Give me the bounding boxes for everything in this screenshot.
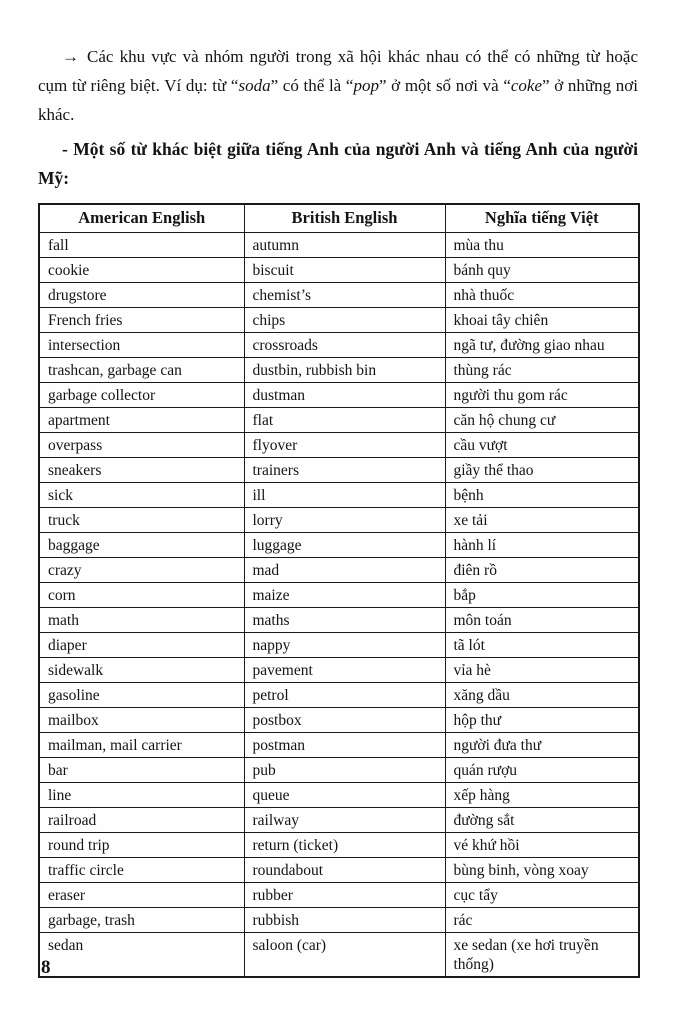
vietnamese-meaning-cell: điên rồ bbox=[445, 558, 639, 583]
vietnamese-meaning-cell: cục tẩy bbox=[445, 883, 639, 908]
american-english-cell: corn bbox=[39, 583, 244, 608]
table-header bbox=[39, 204, 639, 233]
american-english-cell: traffic circle bbox=[39, 858, 244, 883]
vietnamese-meaning-cell: xếp hàng bbox=[445, 783, 639, 808]
british-english-cell: crossroads bbox=[244, 333, 445, 358]
table-row bbox=[39, 658, 639, 683]
british-english-cell: ill bbox=[244, 483, 445, 508]
vietnamese-meaning-cell: hành lí bbox=[445, 533, 639, 558]
vietnamese-meaning-cell: rác bbox=[445, 908, 639, 933]
table-row bbox=[39, 533, 639, 558]
american-english-cell: mailbox bbox=[39, 708, 244, 733]
american-english-cell: line bbox=[39, 783, 244, 808]
american-english-cell: cookie bbox=[39, 258, 244, 283]
british-english-cell: pavement bbox=[244, 658, 445, 683]
vietnamese-meaning-cell: người thu gom rác bbox=[445, 383, 639, 408]
vietnamese-meaning-cell: khoai tây chiên bbox=[445, 308, 639, 333]
british-english-cell: chips bbox=[244, 308, 445, 333]
vietnamese-meaning-cell: giầy thể thao bbox=[445, 458, 639, 483]
table-row bbox=[39, 758, 639, 783]
table-row bbox=[39, 458, 639, 483]
column-header-british-english: British English bbox=[244, 204, 445, 233]
table-body bbox=[39, 233, 639, 978]
british-english-cell: luggage bbox=[244, 533, 445, 558]
table-row bbox=[39, 558, 639, 583]
american-english-cell: eraser bbox=[39, 883, 244, 908]
table-row bbox=[39, 508, 639, 533]
intro-text-4: ” ở những nơi khác. bbox=[38, 76, 638, 124]
table-row bbox=[39, 708, 639, 733]
american-english-cell: garbage collector bbox=[39, 383, 244, 408]
table-row bbox=[39, 583, 639, 608]
british-english-cell: maize bbox=[244, 583, 445, 608]
vietnamese-meaning-cell: bùng binh, vòng xoay bbox=[445, 858, 639, 883]
american-english-cell: garbage, trash bbox=[39, 908, 244, 933]
american-english-cell: railroad bbox=[39, 808, 244, 833]
table-row bbox=[39, 933, 639, 978]
intro-text-1: Các khu vực và nhóm người trong xã hội khác nhau có thể có những từ hoặc cụm từ riêng biệt. Ví dụ: từ “ bbox=[38, 47, 638, 95]
term-soda: soda bbox=[238, 76, 271, 95]
british-english-cell: petrol bbox=[244, 683, 445, 708]
table-row bbox=[39, 358, 639, 383]
table-row bbox=[39, 783, 639, 808]
vietnamese-meaning-cell: bệnh bbox=[445, 483, 639, 508]
table-row bbox=[39, 258, 639, 283]
british-english-cell: return (ticket) bbox=[244, 833, 445, 858]
vietnamese-meaning-cell: môn toán bbox=[445, 608, 639, 633]
table-row bbox=[39, 683, 639, 708]
british-english-cell: rubbish bbox=[244, 908, 445, 933]
american-english-cell: intersection bbox=[39, 333, 244, 358]
american-english-cell: math bbox=[39, 608, 244, 633]
american-english-cell: mailman, mail carrier bbox=[39, 733, 244, 758]
vietnamese-meaning-cell: ngã tư, đường giao nhau bbox=[445, 333, 639, 358]
vietnamese-meaning-cell: xăng dầu bbox=[445, 683, 639, 708]
table-row bbox=[39, 908, 639, 933]
vietnamese-meaning-cell: xe sedan (xe hơi truyền thống) bbox=[445, 933, 639, 978]
term-coke: coke bbox=[510, 76, 543, 95]
table-row bbox=[39, 833, 639, 858]
intro-paragraph bbox=[38, 42, 638, 129]
table-row bbox=[39, 308, 639, 333]
british-english-cell: trainers bbox=[244, 458, 445, 483]
british-english-cell: rubber bbox=[244, 883, 445, 908]
right-arrow-icon: → bbox=[62, 47, 79, 66]
british-english-cell: mad bbox=[244, 558, 445, 583]
american-english-cell: bar bbox=[39, 758, 244, 783]
header-row bbox=[39, 204, 639, 233]
table-row bbox=[39, 333, 639, 358]
american-english-cell: sneakers bbox=[39, 458, 244, 483]
british-english-cell: queue bbox=[244, 783, 445, 808]
page-content bbox=[38, 42, 638, 978]
vocabulary-table bbox=[38, 203, 640, 978]
vietnamese-meaning-cell: bắp bbox=[445, 583, 639, 608]
vietnamese-meaning-cell: mùa thu bbox=[445, 233, 639, 258]
table-row bbox=[39, 808, 639, 833]
british-english-cell: pub bbox=[244, 758, 445, 783]
american-english-cell: gasoline bbox=[39, 683, 244, 708]
american-english-cell: truck bbox=[39, 508, 244, 533]
british-english-cell: dustman bbox=[244, 383, 445, 408]
british-english-cell: chemist’s bbox=[244, 283, 445, 308]
section-heading: - Một số từ khác biệt giữa tiếng Anh của người Anh và tiếng Anh của người Mỹ: bbox=[38, 139, 638, 188]
british-english-cell: railway bbox=[244, 808, 445, 833]
table-row bbox=[39, 858, 639, 883]
vietnamese-meaning-cell: tã lót bbox=[445, 633, 639, 658]
vietnamese-meaning-cell: nhà thuốc bbox=[445, 283, 639, 308]
vietnamese-meaning-cell: đường sắt bbox=[445, 808, 639, 833]
vietnamese-meaning-cell: xe tải bbox=[445, 508, 639, 533]
table-row bbox=[39, 608, 639, 633]
table-row bbox=[39, 633, 639, 658]
british-english-cell: nappy bbox=[244, 633, 445, 658]
vietnamese-meaning-cell: vỉa hè bbox=[445, 658, 639, 683]
british-english-cell: postbox bbox=[244, 708, 445, 733]
british-english-cell: lorry bbox=[244, 508, 445, 533]
british-english-cell: autumn bbox=[244, 233, 445, 258]
vietnamese-meaning-cell: căn hộ chung cư bbox=[445, 408, 639, 433]
vietnamese-meaning-cell: quán rượu bbox=[445, 758, 639, 783]
american-english-cell: French fries bbox=[39, 308, 244, 333]
british-english-cell: flat bbox=[244, 408, 445, 433]
american-english-cell: crazy bbox=[39, 558, 244, 583]
table-row bbox=[39, 233, 639, 258]
table-row bbox=[39, 408, 639, 433]
table-row bbox=[39, 733, 639, 758]
british-english-cell: biscuit bbox=[244, 258, 445, 283]
table-row bbox=[39, 483, 639, 508]
vietnamese-meaning-cell: hộp thư bbox=[445, 708, 639, 733]
table-row bbox=[39, 283, 639, 308]
american-english-cell: round trip bbox=[39, 833, 244, 858]
vietnamese-meaning-cell: thùng rác bbox=[445, 358, 639, 383]
vietnamese-meaning-cell: vé khứ hồi bbox=[445, 833, 639, 858]
vietnamese-meaning-cell: cầu vượt bbox=[445, 433, 639, 458]
table-row bbox=[39, 883, 639, 908]
table-row bbox=[39, 433, 639, 458]
american-english-cell: apartment bbox=[39, 408, 244, 433]
british-english-cell: dustbin, rubbish bin bbox=[244, 358, 445, 383]
term-pop: pop bbox=[353, 76, 379, 95]
american-english-cell: trashcan, garbage can bbox=[39, 358, 244, 383]
british-english-cell: roundabout bbox=[244, 858, 445, 883]
american-english-cell: baggage bbox=[39, 533, 244, 558]
page-number: 8 bbox=[41, 957, 51, 978]
intro-text-2: ” có thể là “ bbox=[270, 76, 354, 95]
vietnamese-meaning-cell: bánh quy bbox=[445, 258, 639, 283]
british-english-cell: postman bbox=[244, 733, 445, 758]
column-header-american-english: American English bbox=[39, 204, 244, 233]
british-english-cell: maths bbox=[244, 608, 445, 633]
column-header-vietnamese-meaning: Nghĩa tiếng Việt bbox=[445, 204, 639, 233]
british-english-cell: saloon (car) bbox=[244, 933, 445, 978]
british-english-cell: flyover bbox=[244, 433, 445, 458]
american-english-cell: drugstore bbox=[39, 283, 244, 308]
american-english-cell: overpass bbox=[39, 433, 244, 458]
american-english-cell: sick bbox=[39, 483, 244, 508]
american-english-cell: diaper bbox=[39, 633, 244, 658]
american-english-cell: fall bbox=[39, 233, 244, 258]
vietnamese-meaning-cell: người đưa thư bbox=[445, 733, 639, 758]
intro-text-3: ” ở một số nơi và “ bbox=[378, 76, 511, 95]
american-english-cell: sedan bbox=[39, 933, 244, 978]
american-english-cell: sidewalk bbox=[39, 658, 244, 683]
table-row bbox=[39, 383, 639, 408]
